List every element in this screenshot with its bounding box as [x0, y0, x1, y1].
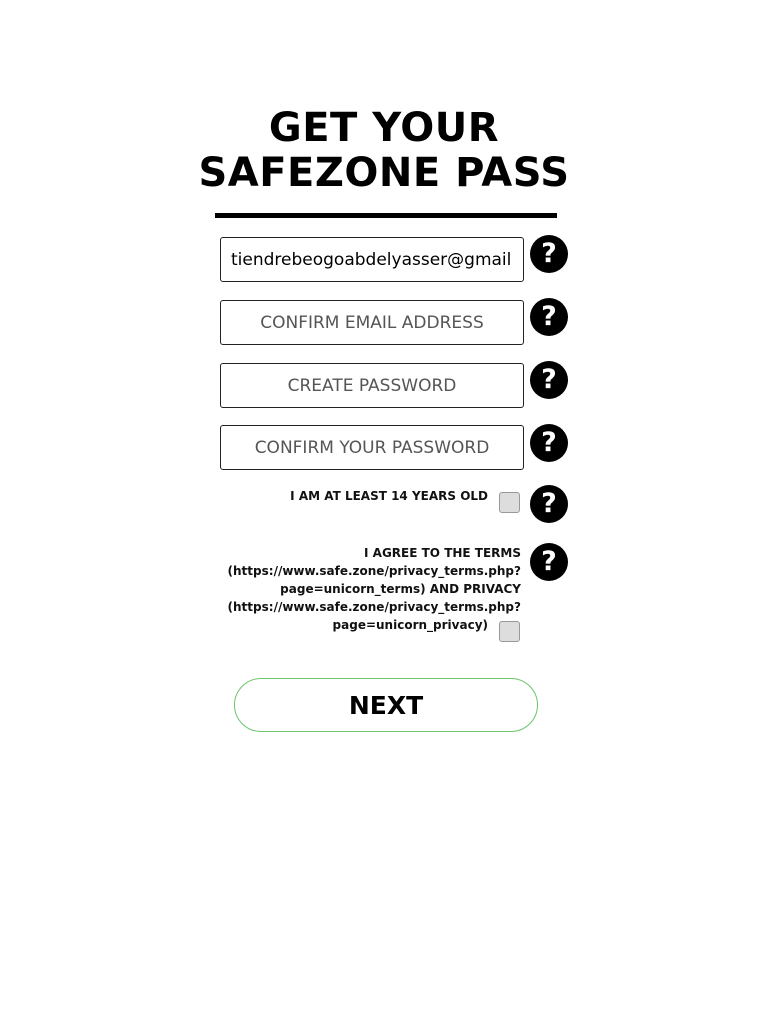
create-password-input[interactable]	[220, 363, 524, 408]
page-title	[184, 106, 584, 196]
age-check-label: I AM AT LEAST 14 YEARS OLD	[290, 489, 488, 503]
terms-label-line-2: (https://www.safe.zone/privacy_terms.php?	[227, 564, 521, 578]
terms-label-line-4: (https://www.safe.zone/privacy_terms.php?	[227, 600, 521, 614]
terms-label-line-1: I AGREE TO THE TERMS	[364, 546, 521, 560]
email-help-icon[interactable]: ?	[530, 235, 568, 273]
terms-help-icon[interactable]: ?	[530, 543, 568, 581]
terms-label-line-3: page=unicorn_terms) AND PRIVACY	[280, 582, 521, 596]
confirm-email-input[interactable]	[220, 300, 524, 345]
terms-check-label	[226, 544, 521, 634]
terms-label-line-5: page=unicorn_privacy)	[332, 618, 488, 632]
create-password-help-icon[interactable]: ?	[530, 361, 568, 399]
title-divider	[215, 213, 557, 218]
page-title-line-2: SAFEZONE PASS	[198, 150, 570, 196]
next-button[interactable]: NEXT	[234, 678, 538, 732]
confirm-password-help-icon[interactable]: ?	[530, 424, 568, 462]
terms-checkbox[interactable]	[499, 621, 520, 642]
confirm-email-help-icon[interactable]: ?	[530, 298, 568, 336]
age-checkbox[interactable]	[499, 492, 520, 513]
confirm-password-input[interactable]	[220, 425, 524, 470]
email-input[interactable]	[220, 237, 524, 282]
page-title-line-1: GET YOUR	[268, 105, 500, 151]
age-help-icon[interactable]: ?	[530, 485, 568, 523]
